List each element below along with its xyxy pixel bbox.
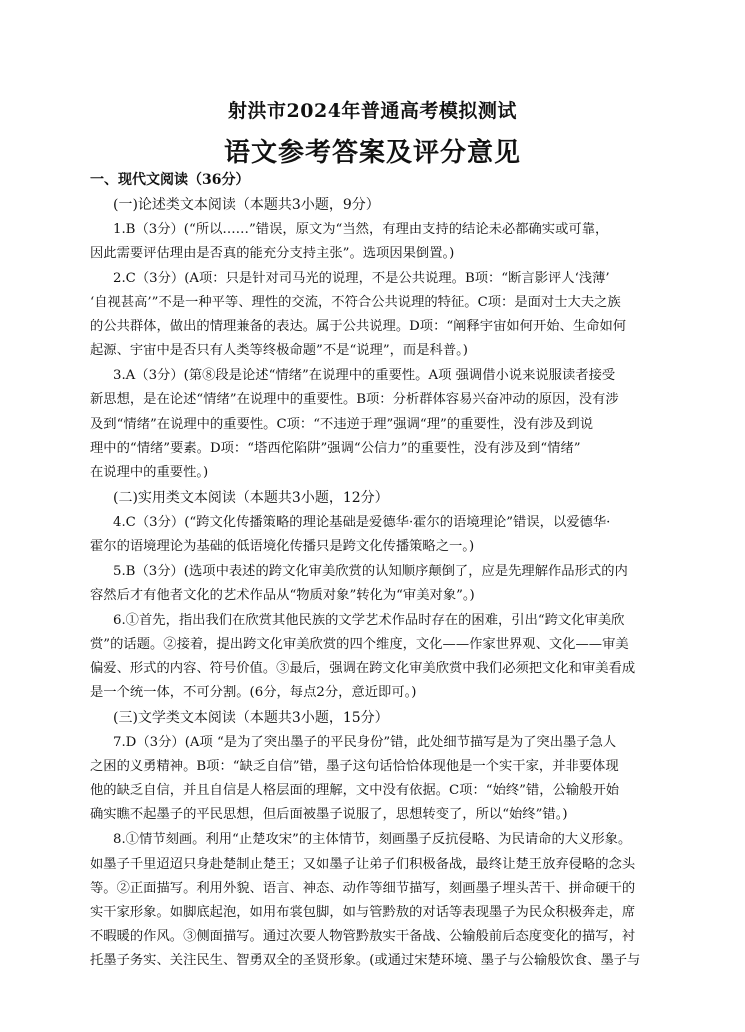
subsection-heading-practical: (二)实用类文本阅读（本题共3小题，12分） [113, 490, 389, 506]
answer-line: 起源、宇宙中是否只有人类等终极命题”不是“说理”，而是科普。) [90, 343, 468, 358]
answer-line: 偏爱、形式的内容、符号价值。③最后，强调在跨文化审美欣赏中我们必须把文化和审美看成 [90, 661, 636, 676]
answer-line: 及到“情绪”在说理中的重要性。C项：“不违逆于理”强调“理”的重要性，没有涉及到说 [90, 417, 594, 432]
answer-line: 3.A（3分）(第⑧段是论述“情绪”在说理中的重要性。A项 强调借小说来说服读者接受 [113, 368, 616, 383]
answer-key-title: 语文参考答案及评分意见 [223, 138, 521, 168]
answer-line: 他的缺乏自信，并且自信是人格层面的理解，文中没有依据。C项：“始终”错，公输般开始 [90, 783, 620, 798]
answer-line: 理中的“情绪”要素。D项：“塔西佗陷阱”强调“公信力”的重要性，没有涉及到“情绪” [90, 441, 581, 456]
answer-line: 霍尔的语境理论为基础的低语境化传播只是跨文化传播策略之一。) [90, 539, 475, 554]
answer-line: 8.①情节刻画。利用“止楚攻宋”的主体情节，刻画墨子反抗侵略、为民请命的大义形象。 [113, 832, 632, 847]
exam-title: 射洪市2024年普通高考模拟测试 [228, 100, 517, 122]
answer-line: 4.C（3分）(“跨文化传播策略的理论基础是爱德华·霍尔的语境理论”错误，以爱德华· [113, 515, 611, 530]
subsection-heading-literary: (三)文学类文本阅读（本题共3小题，15分） [113, 710, 389, 726]
answer-line: 确实瞧不起墨子的平民思想，但后面被墨子说服了，思想转变了，所以“始终”错。) [90, 807, 568, 822]
answer-line: 容然后才有他者文化的艺术作品从“物质对象”转化为“审美对象”。) [90, 588, 475, 603]
answer-line: 新思想，是在论述“情绪”在说理中的重要性。B项：分析群体容易兴奋冲动的原因，没有涉 [90, 392, 619, 407]
answer-line: 如墨子千里迢迢只身赴楚制止楚王；又如墨子让弟子们积极备战，最终让楚王放弃侵略的念头 [90, 857, 636, 872]
answer-line: 等。②正面描写。利用外貌、语言、神态、动作等细节描写，刻画墨子埋头苦干、拼命硬干的 [90, 881, 636, 896]
answer-line: 2.C（3分）(A项：只是针对司马光的说理，不是公共说理。B项：“断言影评人‘浅薄’ [113, 271, 610, 286]
section-heading-modern-reading: 一、现代文阅读（36分） [90, 172, 250, 188]
answer-line: ‘自视甚高’”不是一种平等、理性的交流，不符合公共说理的特征。C项：是面对士大夫之族 [90, 295, 621, 310]
answer-line: 不暇暖的作风。③侧面描写。通过次要人物管黔敖实干备战、公输般前后态度变化的描写，衬 [90, 929, 636, 944]
answer-line: 1.B（3分）(“所以……”错误，原文为“当然，有理由支持的结论未必都确实或可靠， [113, 222, 609, 237]
answer-line: 因此需要评估理由是否真的能充分支持主张”。选项因果倒置。) [90, 246, 455, 261]
answer-line: 5.B（3分）(选项中表述的跨文化审美欣赏的认知顺序颠倒了，应是先理解作品形式的内 [113, 564, 628, 579]
answer-line: 之困的义勇精神。B项：“缺乏自信”错，墨子这句话恰恰体现他是一个实干家，并非要体现 [90, 759, 619, 774]
answer-line: 在说理中的重要性。) [90, 465, 209, 480]
answer-line: 7.D（3分）(A项 “是为了突出墨子的平民身份”错，此处细节描写是为了突出墨子急人 [113, 735, 617, 750]
answer-line: 6.①首先，指出我们在欣赏其他民族的文学艺术作品时存在的困难，引出“跨文化审美欣 [113, 613, 625, 628]
answer-line: 托墨子务实、关注民生、智勇双全的圣贤形象。(或通过宋楚环境、墨子与公输般饮食、墨子与 [90, 953, 641, 968]
subsection-heading-argumentative: (一)论述类文本阅读（本题共3小题，9分） [113, 197, 380, 213]
answer-line: 赏”的话题。②接着，提出跨文化审美欣赏的四个维度，文化——作家世界观、文化——审美 [90, 637, 629, 652]
answer-line: 的公共群体，做出的情理兼备的表达。属于公共说理。D项：“阐释宇宙如何开始、生命如何 [90, 319, 627, 334]
answer-line: 是一个统一体，不可分割。(6分，每点2分，意近即可。) [90, 685, 417, 700]
answer-line: 实干家形象。如脚底起泡，如用布裳包脚，如与管黔敖的对话等表现墨子为民众积极奔走，席 [90, 905, 636, 920]
